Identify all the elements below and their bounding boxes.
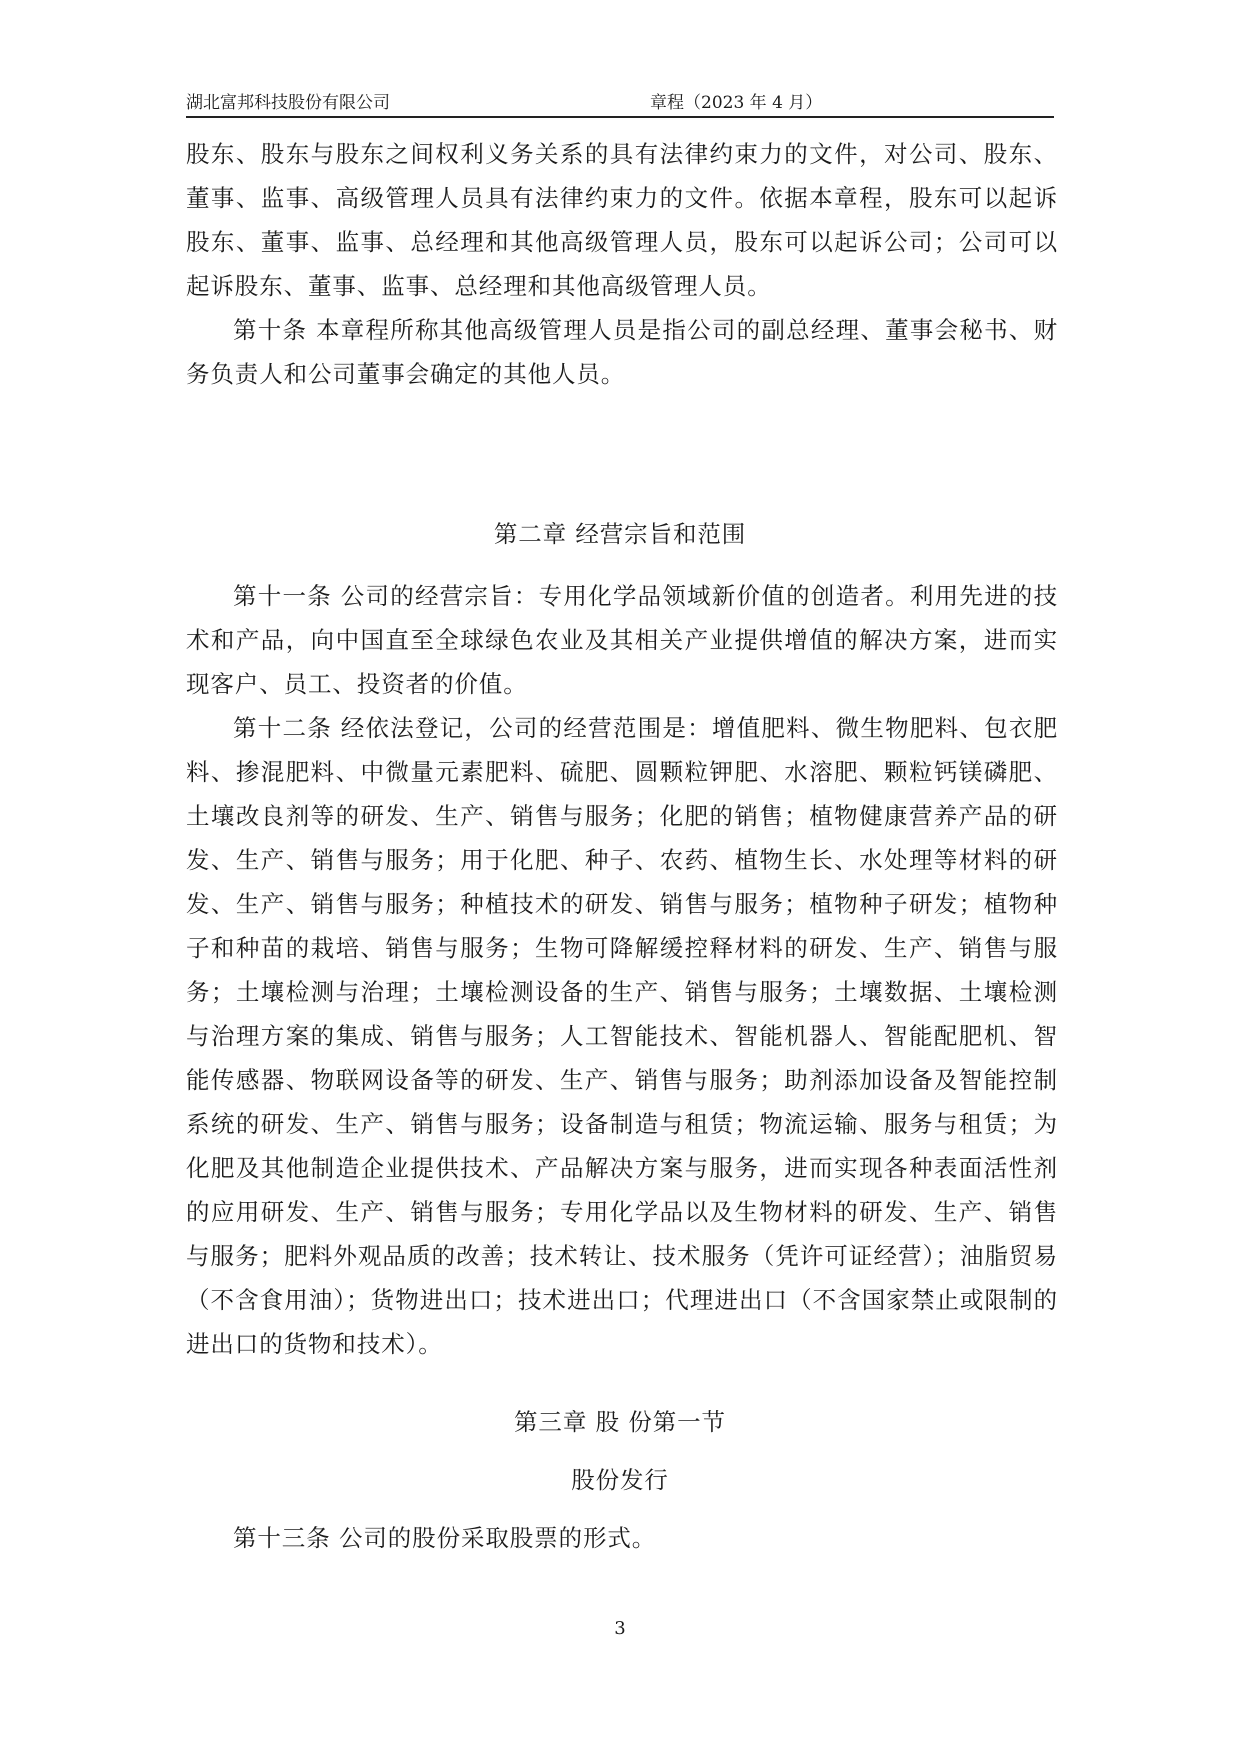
article-12: 第十二条 经依法登记，公司的经营范围是：增值肥料、微生物肥料、包衣肥料、掺混肥料、中微量元素肥料、硫肥、圆颗粒钾肥、水溶肥、颗粒钙镁磷肥、土壤改良剂等的研发、生产、销售与服务；化肥的销售；植物健康营养产品的研发、生产、销售与服务；用于化肥、种子、农药、植物生长、水处理等材料的研发、生产、销售与服务；种植技术的研发、销售与服务；植物种子研发；植物种子和种苗的栽培、销售与服务；生物可降解缓控释材料的研发、生产、销售与服务；土壤检测与治理；土壤检测设备的生产、销售与服务；土壤数据、土壤检测与治理方案的集成、销售与服务；人工智能技术、智能机器人、智能配肥机、智能传感器、物联网设备等的研发、生产、销售与服务；助剂添加设备及智能控制系统的研发、生产、销售与服务；设备制造与租赁；物流运输、服务与租赁；为化肥及其他制造企业提供技术、产品解决方案与服务，进而实现各种表面活性剂的应用研发、生产、销售与服务；专用化学品以及生物材料的研发、生产、销售与服务；肥料外观品质的改善；技术转让、技术服务（凭许可证经营）；油脂贸易（不含食用油）；货物进出口；技术进出口；代理进出口（不含国家禁止或限制的进出口的货物和技术）。 [186, 714, 1058, 1358]
article-10: 第十条 本章程所称其他高级管理人员是指公司的副总经理、董事会秘书、财务负责人和公司董事会确定的其他人员。 [186, 316, 1058, 388]
section-1-heading: 股份发行 [571, 1466, 669, 1494]
page-header [186, 88, 1054, 118]
paragraph-continuation: 股东、股东与股东之间权利义务关系的具有法律约束力的文件，对公司、股东、董事、监事、高级管理人员具有法律约束力的文件。依据本章程，股东可以起诉股东、董事、监事、总经理和其他高级管理人员，股东可以起诉公司；公司可以起诉股东、董事、监事、总经理和其他高级管理人员。 [186, 140, 1058, 300]
page-number: 3 [614, 1618, 626, 1639]
header-company-name: 湖北富邦科技股份有限公司 [186, 93, 390, 113]
chapter-3-heading: 第三章 股 份第一节 [514, 1408, 726, 1436]
article-11: 第十一条 公司的经营宗旨：专用化学品领域新价值的创造者。利用先进的技术和产品，向中国直至全球绿色农业及其相关产业提供增值的解决方案，进而实现客户、员工、投资者的价值。 [186, 582, 1058, 698]
header-document-title: 章程（2023 年 4 月） [650, 93, 823, 113]
article-13: 第十三条 公司的股份采取股票的形式。 [233, 1524, 657, 1552]
chapter-2-heading: 第二章 经营宗旨和范围 [493, 520, 747, 548]
